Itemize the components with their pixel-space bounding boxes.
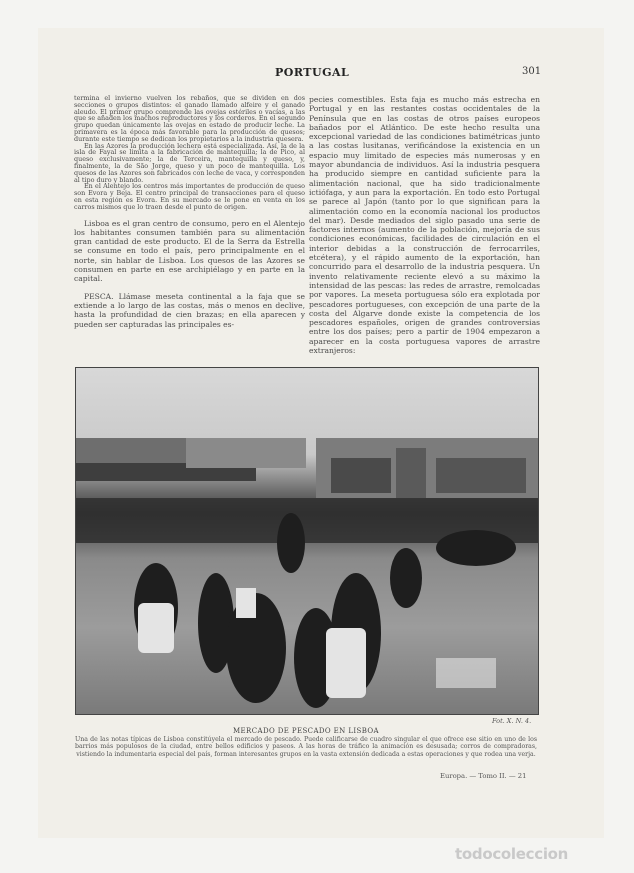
paragraph: En el Alentejo los centros más importantes de producción de queso son Evora y Beja. El centro principal de transacciones para el queso en esta región es Evora. En su mercado se le pone en venta en los carros mismos que lo traen desde el punto de origen. <box>74 182 305 211</box>
pesca-text: Llámase meseta continental a la faja que se extiende a lo largo de las costas, más o menos en declive, hasta la profundidad de cien brazas; en ella aparecen y pueden ser capturadas las principales es- <box>74 291 305 329</box>
photo-credit: Fot. X. N. 4. <box>492 717 532 725</box>
paragraph: termina el invierno vuelven los rebaños, que se dividen en dos secciones o grupos distintos: el ganado llamado alfeire y el ganado aleudo. El primer grupo comprende las ovejas estériles o vacías, a las que se añaden los machos reproductores y los corderos. En el segundo grupo quedan únicamente las ovejas en estado de producir leche. La primavera es la época más favorable para la producción de quesos; durante este tiempo se dedican los propietarios a la industria quesera. <box>74 94 305 143</box>
fish-market-photo <box>75 367 539 715</box>
watermark-logo: todocoleccion <box>455 845 569 863</box>
paragraph: pecies comestibles. Esta faja es mucho más estrecha en Portugal y en las restantes costas occidentales de la Península que en las costas de otros países europeos bañados por el Atlántico. De este hecho resulta una excepcional variedad de las condiciones batimétricas junto a las costas lusitanas, verificándose la existencia en un espacio muy limitado de especies más numerosas y en mayor abundancia de individuos. Así la industria pesquera ha producido siempre en cantidad suficiente para la alimentación nacional, que ha sido tradicionalmente ictiófaga, y aun para la exportación. En todo esto Portugal se parece al Japón (tanto por lo que significan para la alimentación como en la economía nacional los productos del mar). Desde mediados del siglo pasado una serie de factores internos (aumento de la población, mejoría de sus condiciones económicas, facilidades de circulación en el interior debidas a la construcción de ferrocarriles, etcétera), y el rápido aumento de la exportación, han concurrido para el desarrollo de la industria pesquera. Un invento relativamente reciente elevó a su máximo la intensidad de las pescas: las redes de arrastre, remolcadas por vapores. La meseta portuguesa sólo era explotada por pescadores portugueses, con excepción de una parte de la costa del Algarve donde existe la competencia de los pescadores españoles, origen de grandes controversias entre los dos países; pero a partir de 1904 empezaron a aparecer en la costa portuguesa vapores de arrastre extranjeros: <box>309 95 540 356</box>
photo-illustration <box>76 368 538 714</box>
running-header-title: PORTUGAL <box>275 66 350 79</box>
section-heading-pesca: PESCA. <box>84 291 114 301</box>
paragraph: En las Azores la producción lechera está especializada. Así, la de la isla de Fayal se limita a la fabricación de mantequilla; la de Pico, al queso exclusivamente; la de Terceira, mantequilla y queso, y, finalmente, la de São Jorge, queso y un poco de mantequilla. Los quesos de las Azores son fabricados con leche de vaca, y corresponden al tipo duro y blando. <box>74 141 305 184</box>
left-column <box>74 95 305 329</box>
paragraph-lisboa: Lisboa es el gran centro de consumo, pero en el Alentejo los habitantes consumen también para su alimentación gran cantidad de este producto. El de la Serra da Estrella se consume en todo el país, pero principalmente en el norte, sin hablar de Lisboa. Los quesos de las Azores se consumen en parte en ese archipiélago y en parte en la capital. <box>74 218 305 284</box>
paragraph-pesca <box>74 292 305 329</box>
figure-caption: Una de las notas típicas de Lisboa constitúyela el mercado de pescado. Puede calificarse de cuadro singular el que ofrece ese sitio en uno de los barrios más populosos de la ciudad, entre bellos edificios y paseos. A las horas de tráfico la animación es desusada; corros de compradoras, vistiendo la indumentaria especial del país, forman interesantes grupos en la vasta extensión dedicada a estas operaciones y que rodea una verja. <box>75 736 537 758</box>
figure-title: MERCADO DE PESCADO EN LISBOA <box>232 727 380 735</box>
page-footer: Europa. — Tomo II. — 21 <box>440 772 527 780</box>
right-column <box>309 95 540 355</box>
page-number: 301 <box>522 66 542 77</box>
